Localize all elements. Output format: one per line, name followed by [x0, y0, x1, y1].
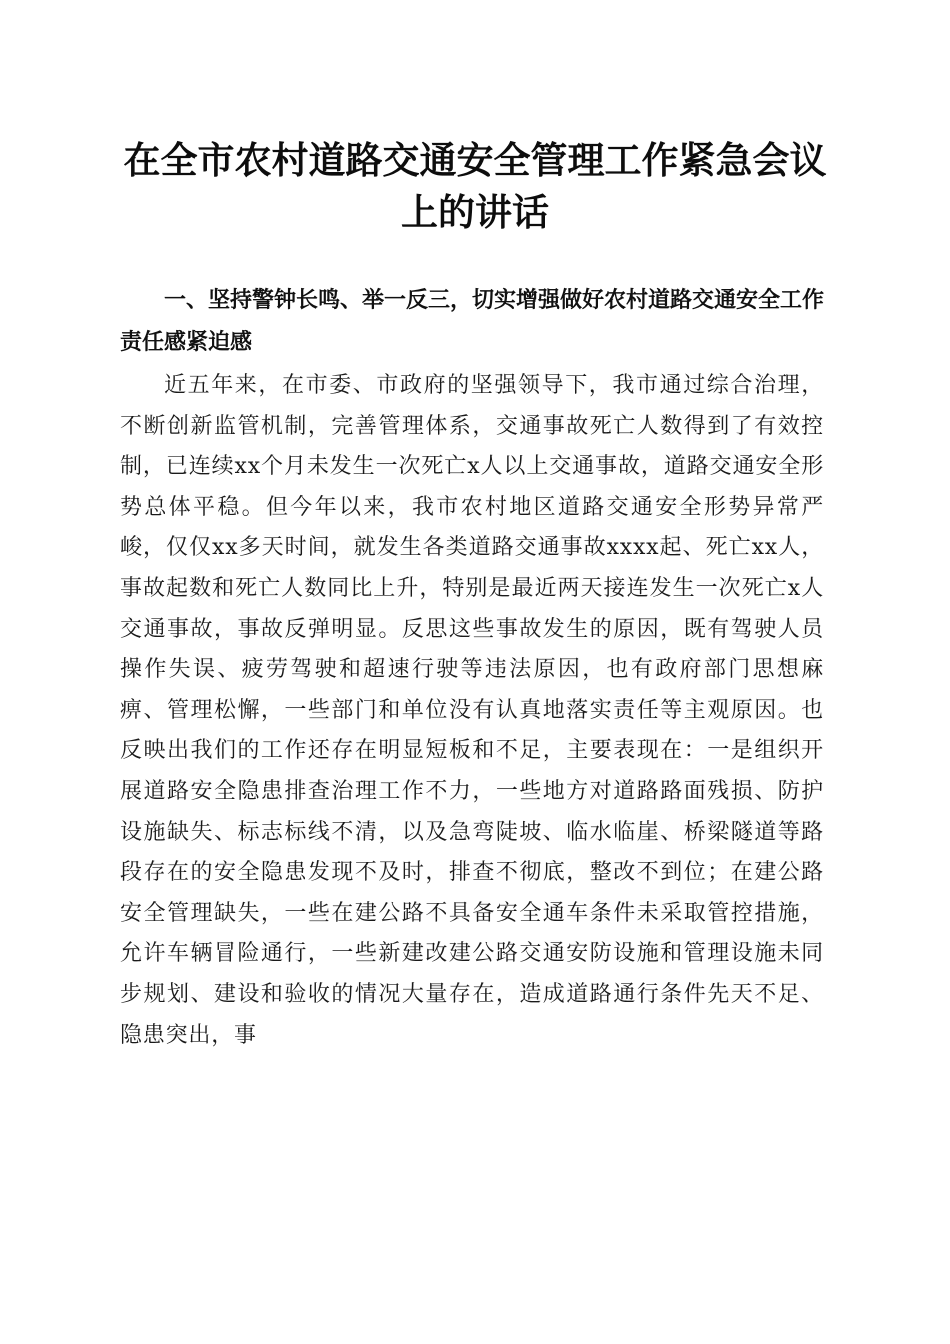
document-title: 在全市农村道路交通安全管理工作紧急会议上的讲话 [123, 138, 827, 234]
section-heading: 一、坚持警钟长鸣、举一反三，切实增强做好农村道路交通安全工作责任感紧迫感 [120, 288, 825, 355]
body-paragraph: 近五年来，在市委、市政府的坚强领导下，我市通过综合治理，不断创新监管机制，完善管理体系，交通事故死亡人数得到了有效控制，已连续xx个月未发生一次死亡x人以上交通事故，道路交通安全形势总体平稳。但今年以来，我市农村地区道路交通安全形势异常严峻，仅仅xx多天时间，就发生各类道路交通事故xxxx起、死亡xx人，事故起数和死亡人数同比上升，特别是最近两天接连发生一次死亡x人交通事故，事故反弹明显。反思这些事故发生的原因，既有驾驶人员操作失误、疲劳驾驶和超速行驶等违法原因，也有政府部门思想麻痹、管理松懈，一些部门和单位没有认真地落实责任等主观原因。也反映出我们的工作还存在明显短板和不足，主要表现在：一是组织开展道路安全隐患排查治理工作不力，一些地方对道路路面残损、防护设施缺失、标志标线不清，以及急弯陡坡、临水临崖、桥梁隧道等路段存在的安全隐患发现不及时，排查不彻底，整改不到位；在建公路安全管理缺失，一些在建公路不具备安全通车条件未采取管控措施，允许车辆冒险通行，一些新建改建公路交通安防设施和管理设施未同步规划、建设和验收的情况大量存在，造成道路通行条件先天不足、隐患突出，事 [120, 373, 824, 1048]
